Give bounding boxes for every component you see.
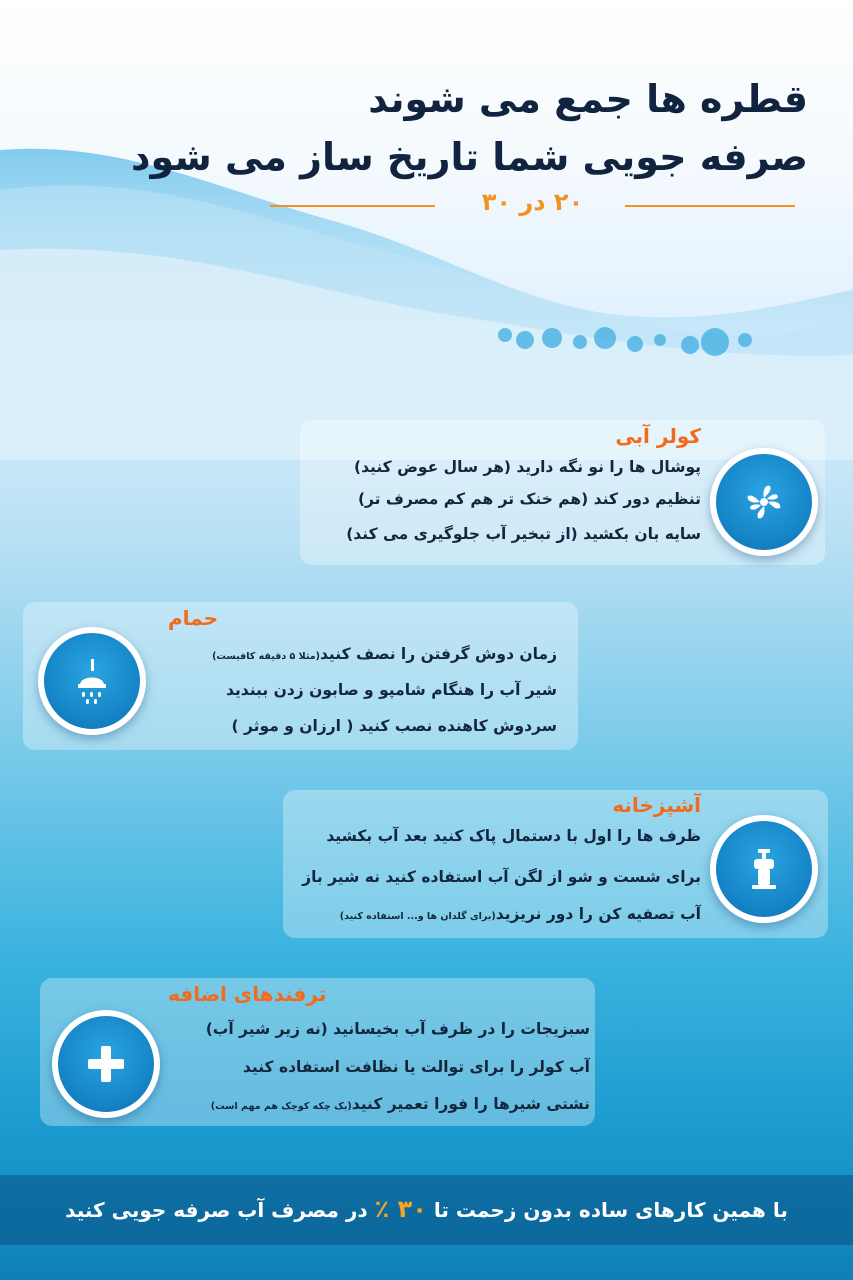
section-title-bathroom: حمام bbox=[168, 606, 218, 630]
footer-highlight: ۳۰ ٪ bbox=[374, 1195, 427, 1223]
date-label: ۲۰ در ۳۰ bbox=[481, 188, 584, 216]
footer-text-before: با همین کارهای ساده بدون زحمت تا bbox=[433, 1198, 788, 1222]
cooler-line-3: سایه بان بکشید (از تبخیر آب جلوگیری می کند) bbox=[346, 525, 701, 543]
kitchen-line-2: برای شست و شو از لگن آب استفاده کنید نه شیر باز bbox=[302, 868, 701, 886]
shower-icon bbox=[38, 627, 146, 735]
title-line-2: صرفه جویی شما تاریخ ساز می شود bbox=[131, 135, 808, 179]
title-line-1: قطره ها جمع می شوند bbox=[368, 77, 808, 121]
kitchen-line-3 bbox=[340, 905, 701, 923]
extra-line-3-text: نشتی شیرها را فورا تعمیر کنید bbox=[351, 1095, 590, 1113]
fan-icon bbox=[710, 448, 818, 556]
cooler-line-2: تنظیم دور کند (هم خنک تر هم کم مصرف تر) bbox=[357, 490, 701, 508]
footer-text bbox=[0, 1195, 853, 1223]
extra-note: (یک چکه کوچک هم مهم است) bbox=[210, 1101, 352, 1112]
kitchen-line-3-text: آب تصفیه کن را دور نریزید bbox=[495, 905, 701, 923]
plus-icon bbox=[52, 1010, 160, 1118]
extra-line-1: سبزیجات را در ظرف آب بخیسانید (نه زیر شیر آب) bbox=[205, 1020, 590, 1038]
footer-banner bbox=[0, 1175, 853, 1245]
extra-line-2: آب کولر را برای توالت یا نظافت استفاده کنید bbox=[242, 1058, 590, 1076]
kitchen-line-1: ظرف ها را اول با دستمال پاک کنید بعد آب بکشید bbox=[326, 827, 701, 845]
date-row bbox=[270, 190, 795, 220]
section-title-kitchen: آشپزخانه bbox=[612, 793, 701, 817]
kitchen-note: (برای گلدان ها و... استفاده کنید) bbox=[339, 911, 496, 922]
divider-right bbox=[625, 205, 795, 207]
bathroom-line-1-text: زمان دوش گرفتن را نصف کنید bbox=[319, 645, 557, 663]
footer-text-after: در مصرف آب صرفه جویی کنید bbox=[65, 1198, 368, 1222]
header bbox=[48, 70, 808, 186]
bathroom-line-1 bbox=[212, 645, 557, 663]
bathroom-line-3: سردوش کاهنده نصب کنید ( ارزان و موثر ) bbox=[231, 717, 557, 735]
cooler-line-1: پوشال ها را نو نگه دارید (هر سال عوض کنید) bbox=[353, 458, 701, 476]
bathroom-line-2: شیر آب را هنگام شامپو و صابون زدن ببندید bbox=[226, 681, 557, 699]
extra-line-3 bbox=[211, 1095, 590, 1113]
section-title-cooler: کولر آبی bbox=[615, 424, 701, 448]
bathroom-note: (مثلا ۵ دقیقه کافیست) bbox=[212, 651, 320, 662]
faucet-icon bbox=[710, 815, 818, 923]
section-title-extra: ترفندهای اضافه bbox=[168, 982, 327, 1006]
